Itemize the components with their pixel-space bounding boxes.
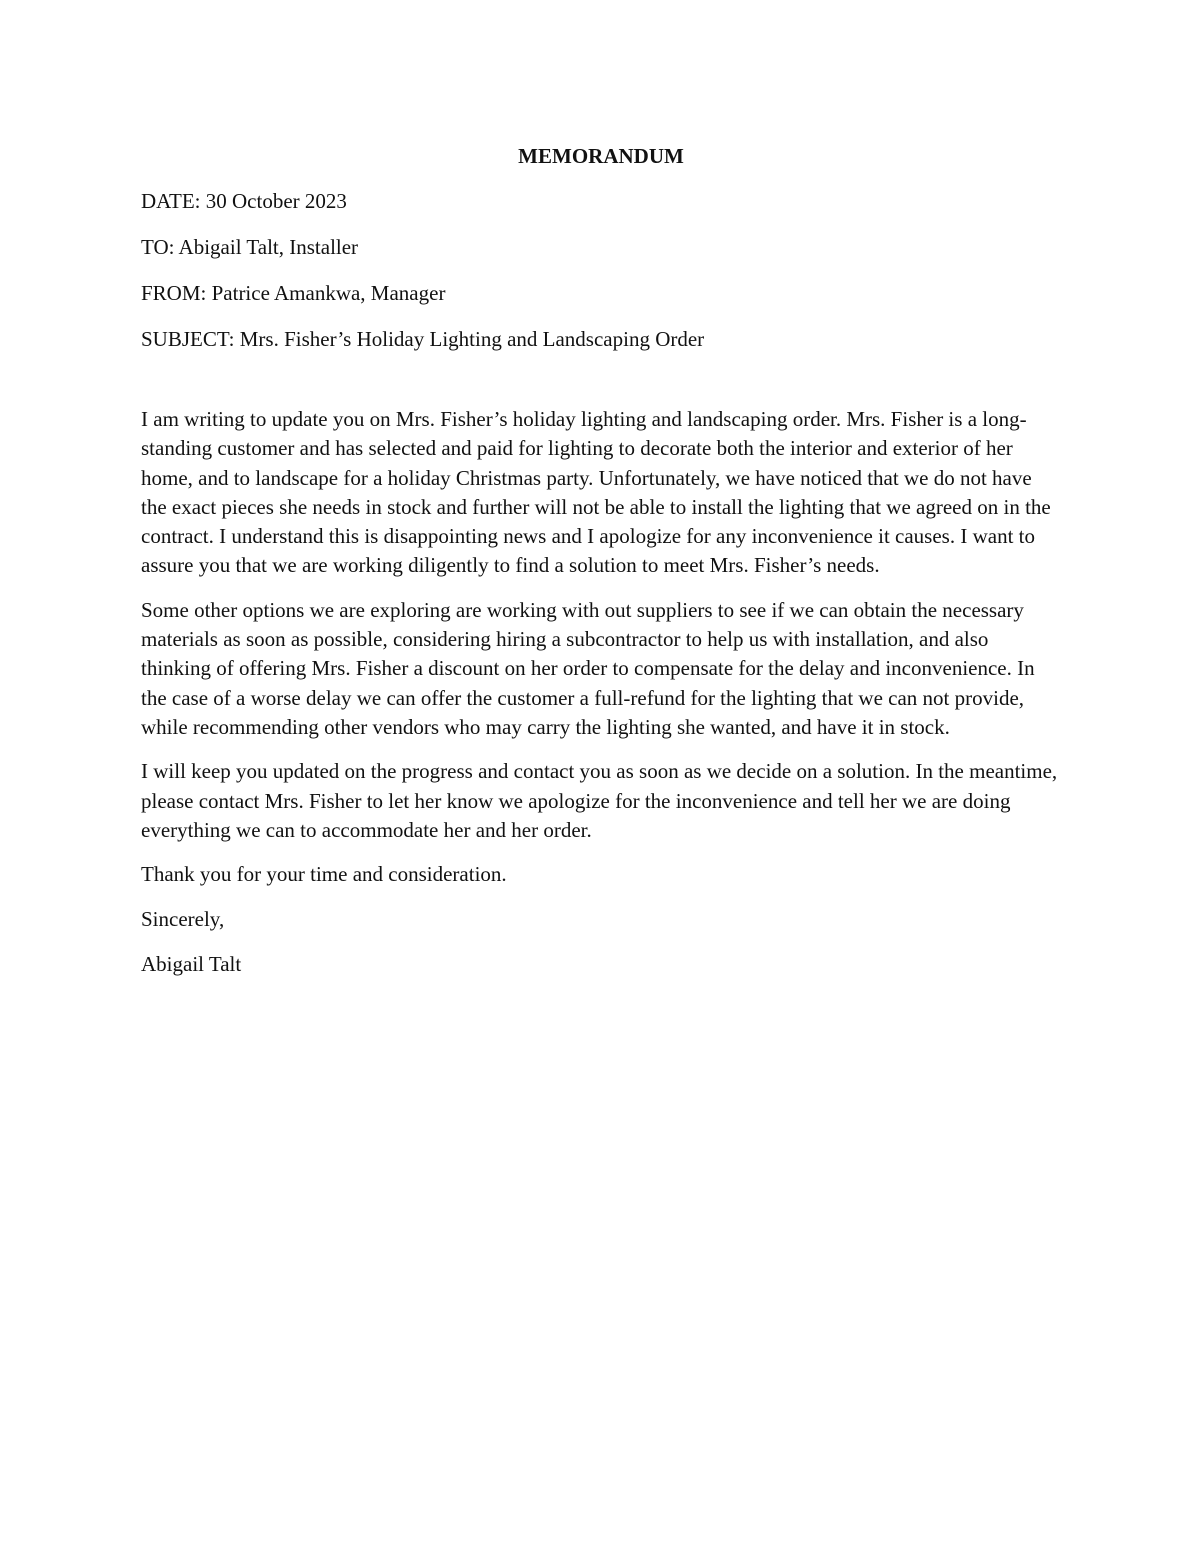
memo-subject: SUBJECT: Mrs. Fisher’s Holiday Lighting and Landscaping Order: [141, 327, 705, 351]
header-spacer: [141, 353, 1061, 405]
memo-paragraph-1: I am writing to update you on Mrs. Fisher’s holiday lighting and landscaping order. Mrs. Fisher is a long-standing customer and has selected and paid for lighting to decorate both the interior and exterior of her home, and to landscape for a holiday Christmas party. Unfortunately, we have noticed that we do not have the exact pieces she needs in stock and further will not be able to install the lighting that we agreed on in the contract. I understand this is disappointing news and I apologize for any inconvenience it causes. I want to assure you that we are working diligently to find a solution to meet Mrs. Fisher’s needs.: [141, 407, 1051, 578]
memo-date: DATE: 30 October 2023: [141, 189, 347, 213]
memo-paragraph-2: Some other options we are exploring are working with out suppliers to see if we can obtain the necessary materials as soon as possible, considering hiring a subcontractor to help us with installation, and also thinking of offering Mrs. Fisher a discount on her order to compensate for the delay and inconvenience. In the case of a worse delay we can offer the customer a full-refund for the lighting that we can not provide, while recommending other vendors who may carry the lighting she wanted, and have it in stock.: [141, 597, 1035, 739]
memo-from: FROM: Patrice Amankwa, Manager: [141, 281, 446, 305]
memo-closing: Sincerely,: [141, 907, 225, 932]
memo-title: MEMORANDUM: [518, 144, 684, 168]
memo-paragraph-3: I will keep you updated on the progress and contact you as soon as we decide on a solution. In the meantime, please contact Mrs. Fisher to let her know we apologize for the inconvenience and tell her we are doing everything we can to accommodate her and her order.: [141, 759, 1058, 842]
memo-thanks: Thank you for your time and consideration.: [141, 862, 507, 887]
memo-body: [141, 142, 1061, 995]
memo-to: TO: Abigail Talt, Installer: [141, 235, 359, 259]
memo-signature: Abigail Talt: [141, 952, 242, 977]
